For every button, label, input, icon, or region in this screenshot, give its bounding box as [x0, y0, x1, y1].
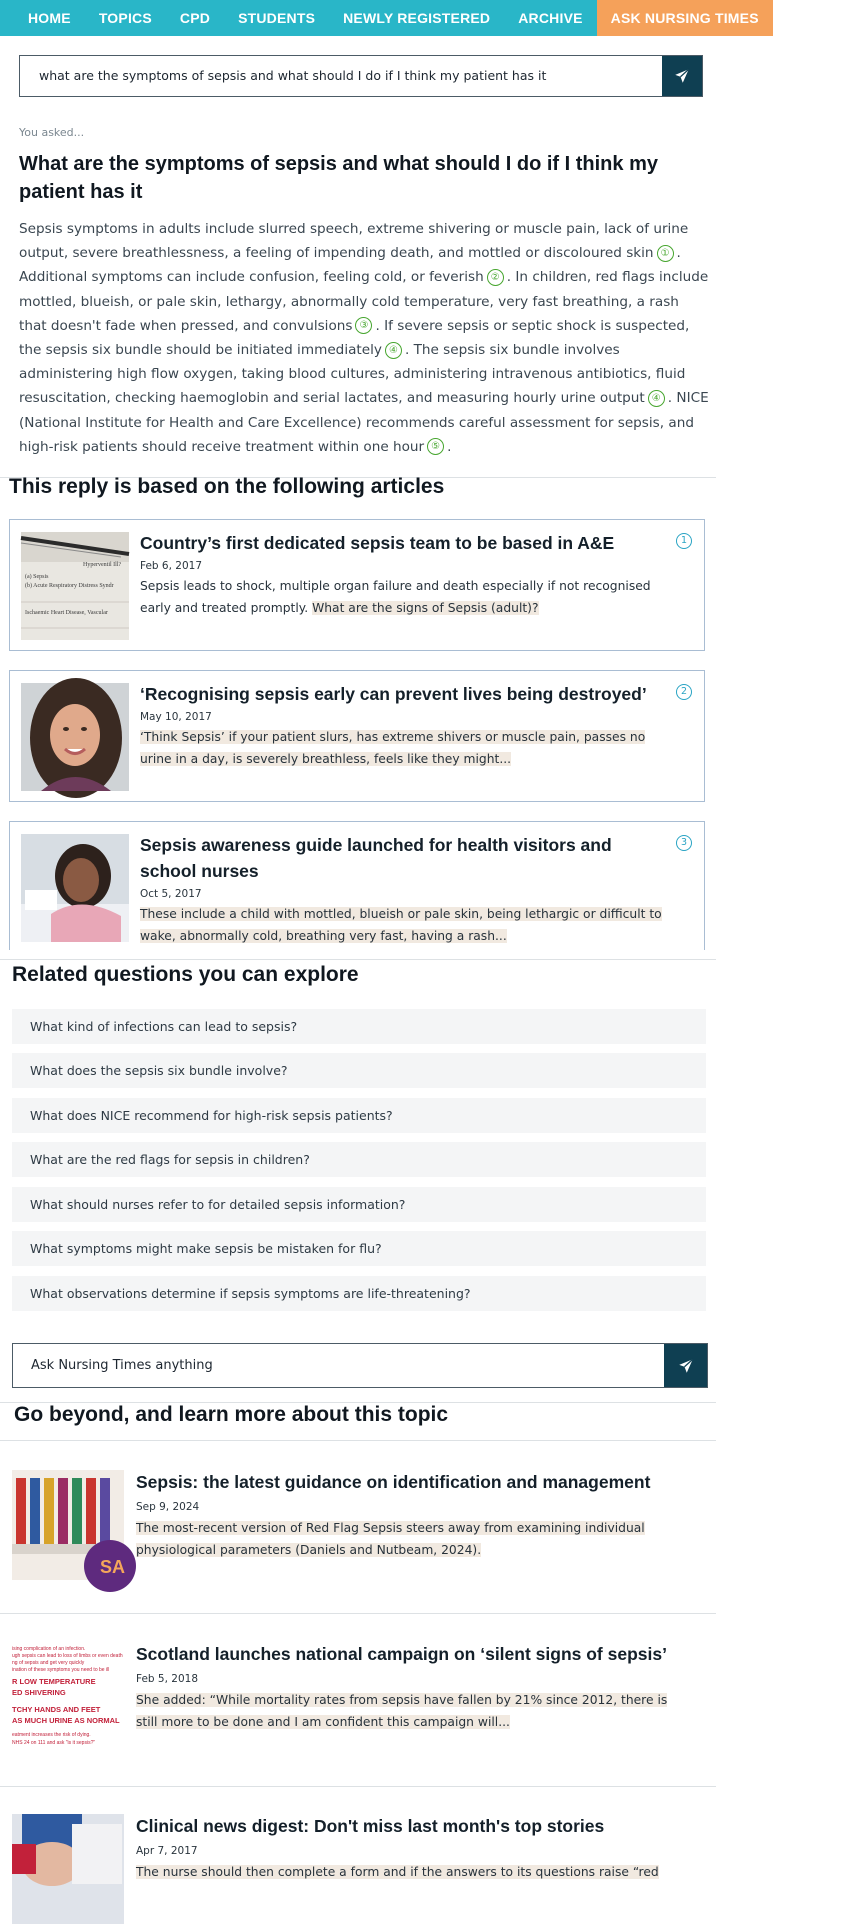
- article-item[interactable]: [12, 1814, 702, 1877]
- poster-text: ising complication of an infection.: [12, 1646, 86, 1652]
- paper-plane-icon: [673, 67, 691, 85]
- ask-input[interactable]: [12, 1343, 708, 1388]
- article-date: Apr 7, 2017: [136, 1845, 198, 1857]
- article-title[interactable]: Clinical news digest: Don't miss last month's top stories: [136, 1816, 605, 1836]
- sources-heading: This reply is based on the following articles: [9, 475, 445, 498]
- nav-newly-registered[interactable]: NEWLY REGISTERED: [343, 10, 491, 26]
- poster-text: AS MUCH URINE AS NORMAL: [12, 1716, 120, 1725]
- related-question[interactable]: What does the sepsis six bundle involve?: [12, 1053, 706, 1088]
- section-divider: [0, 1786, 716, 1787]
- source-excerpt-text: Sepsis leads to shock, multiple organ failure and death especially if not recognised early and treated promptly.: [140, 579, 651, 615]
- citation-marker[interactable]: ④: [648, 390, 665, 407]
- nav-students[interactable]: STUDENTS: [238, 10, 316, 26]
- article-excerpt-highlight: The nurse should then complete a form and if the answers to its questions raise “red: [136, 1865, 659, 1879]
- section-divider: [0, 959, 716, 960]
- related-heading: Related questions you can explore: [12, 963, 359, 986]
- related-question[interactable]: What does NICE recommend for high-risk sepsis patients?: [12, 1098, 706, 1133]
- source-card[interactable]: [9, 821, 705, 950]
- nav-home[interactable]: HOME: [28, 10, 71, 26]
- source-excerpt: [140, 576, 670, 619]
- citation-marker[interactable]: ②: [487, 269, 504, 286]
- related-question[interactable]: What kind of infections can lead to sepsis?: [12, 1009, 706, 1044]
- article-excerpt: [136, 1690, 676, 1733]
- source-title[interactable]: Country’s first dedicated sepsis team to be based in A&E: [140, 533, 615, 553]
- article-item[interactable]: [12, 1642, 702, 1762]
- source-date: Feb 6, 2017: [140, 560, 203, 572]
- article-excerpt: [136, 1518, 676, 1561]
- article-excerpt-highlight: The most-recent version of Red Flag Sepsis steers away from examining individual physiological parameters (Daniels and Nutbeam, 2024).: [136, 1521, 645, 1557]
- source-excerpt: [140, 727, 670, 770]
- article-title[interactable]: Scotland launches national campaign on ‘silent signs of sepsis’: [136, 1644, 667, 1664]
- citation-marker[interactable]: ④: [385, 342, 402, 359]
- source-title[interactable]: ‘Recognising sepsis early can prevent lives being destroyed’: [140, 684, 647, 704]
- related-question[interactable]: What should nurses refer to for detailed sepsis information?: [12, 1187, 706, 1222]
- citation-marker[interactable]: ③: [355, 317, 372, 334]
- poster-text: ED SHIVERING: [12, 1688, 66, 1697]
- ask-send-button[interactable]: [664, 1344, 707, 1387]
- source-thumbnail-child: [21, 834, 129, 942]
- question-input[interactable]: [19, 55, 703, 97]
- related-question[interactable]: What symptoms might make sepsis be mistaken for flu?: [12, 1231, 706, 1266]
- citation-marker[interactable]: ⑤: [427, 438, 444, 455]
- nav-events[interactable]: EVENTS: [786, 10, 844, 26]
- form-text: (a) Sepsis: [25, 574, 49, 580]
- related-question[interactable]: What are the red flags for sepsis in children?: [12, 1142, 706, 1177]
- source-card[interactable]: [9, 519, 705, 651]
- answer-segment: . If severe sepsis or septic shock is suspected, the sepsis six bundle should be initiated immediately: [19, 317, 690, 359]
- related-question[interactable]: What observations determine if sepsis symptoms are life-threatening?: [12, 1276, 706, 1311]
- send-button[interactable]: [662, 56, 702, 96]
- source-number-badge: 1: [676, 533, 692, 549]
- answer-segment: . In children, red flags include mottled, blueish, or pale skin, lethargy, abnormally cold temperature, very fast breathing, a rash that doesn't fade when pressed, and convulsions: [19, 269, 709, 334]
- answer-segment: Sepsis symptoms in adults include slurred speech, extreme shivering or muscle pain, lack of urine output, severe breathlessness, a feeling of impending death, and mottled or discoloured skin: [19, 221, 689, 262]
- form-text: Hyperventil Ill?: [83, 562, 122, 568]
- source-excerpt-highlight: These include a child with mottled, blueish or pale skin, being lethargic or difficult to wake, abnormally cold, breathing very fast, having a rash...: [140, 907, 662, 943]
- article-thumbnail-campaign-poster: [12, 1642, 124, 1752]
- beyond-heading: Go beyond, and learn more about this topic: [14, 1403, 449, 1426]
- source-thumbnail-portrait: [21, 683, 129, 791]
- you-asked-label: You asked...: [19, 126, 85, 139]
- question-heading: What are the symptoms of sepsis and what should I do if I think my patient has it: [19, 153, 658, 203]
- poster-text: R LOW TEMPERATURE: [12, 1677, 96, 1686]
- article-date: Sep 9, 2024: [136, 1501, 200, 1513]
- source-excerpt-highlight: ‘Think Sepsis’ if your patient slurs, has extreme shivers or muscle pain, passes no urine in a day, is severely breathless, feels like they might...: [140, 730, 646, 766]
- nav-archive[interactable]: ARCHIVE: [518, 10, 583, 26]
- source-thumbnail-form: [21, 532, 129, 640]
- article-thumbnail-blood-tubes: [12, 1470, 124, 1580]
- question-input-text: what are the symptoms of sepsis and what should I do if I think my patient has it: [39, 68, 547, 83]
- answer-segment: . Additional symptoms can include confusion, feeling cold, or feverish: [19, 245, 681, 286]
- nav-topics[interactable]: TOPICS: [98, 10, 152, 26]
- source-card[interactable]: [9, 670, 705, 802]
- paper-plane-icon: [677, 1357, 695, 1375]
- answer-text: [19, 217, 709, 459]
- source-title[interactable]: Sepsis awareness guide launched for health visitors and school nurses: [140, 835, 612, 881]
- source-excerpt: [140, 904, 670, 947]
- section-divider: [0, 1440, 716, 1441]
- poster-text: ng of sepsis and get very quickly: [12, 1660, 85, 1666]
- article-excerpt-highlight: She added: “While mortality rates from sepsis have fallen by 21% since 2012, there is still more to be done and I am confident this campaign will...: [136, 1693, 668, 1729]
- source-date: Oct 5, 2017: [140, 888, 202, 900]
- poster-text: ination of these symptoms you need to be ill: [12, 1667, 110, 1673]
- answer-segment: . NICE (National Institute for Health and Care Excellence) recommends careful assessment for sepsis, and high-risk patients should receive treatment within one hour: [19, 390, 709, 455]
- source-number-badge: 3: [676, 835, 692, 851]
- article-date: Feb 5, 2018: [136, 1673, 199, 1685]
- form-text: (b) Acute Respiratory Distress Syndr: [25, 583, 114, 589]
- article-thumbnail-hands: [12, 1814, 124, 1924]
- source-excerpt-highlight: What are the signs of Sepsis (adult)?: [312, 600, 539, 615]
- form-text: Ischaemic Heart Disease, Vascular: [25, 610, 108, 616]
- poster-text: ugh sepsis can lead to loss of limbs or even death: [12, 1653, 123, 1659]
- article-item[interactable]: [12, 1470, 702, 1590]
- answer-segment: . The sepsis six bundle involves administering high flow oxygen, taking blood cultures, administering intravenous antibiotics, fluid resuscitation, checking haemoglobin and serial lactates, and measuring hourly urine output: [19, 342, 686, 407]
- section-divider: [0, 1613, 716, 1614]
- article-excerpt: [136, 1862, 676, 1884]
- nav-ask-nursing-times[interactable]: ASK NURSING TIMES: [597, 0, 773, 36]
- thumbnail-badge-text: SA: [100, 1557, 126, 1577]
- article-title[interactable]: Sepsis: the latest guidance on identification and management: [136, 1472, 651, 1492]
- citation-marker[interactable]: ①: [657, 245, 674, 262]
- poster-text: TCHY HANDS AND FEET: [12, 1705, 101, 1714]
- answer-segment: .: [447, 438, 452, 455]
- source-date: May 10, 2017: [140, 711, 212, 723]
- main-nav: [0, 0, 844, 36]
- ask-input-placeholder: Ask Nursing Times anything: [31, 1358, 213, 1373]
- nav-cpd[interactable]: CPD: [179, 10, 211, 26]
- poster-text: eatment increases the risk of dying.: [12, 1732, 91, 1738]
- source-number-badge: 2: [676, 684, 692, 700]
- poster-text: NHS 24 on 111 and ask "is it sepsis?": [12, 1740, 96, 1746]
